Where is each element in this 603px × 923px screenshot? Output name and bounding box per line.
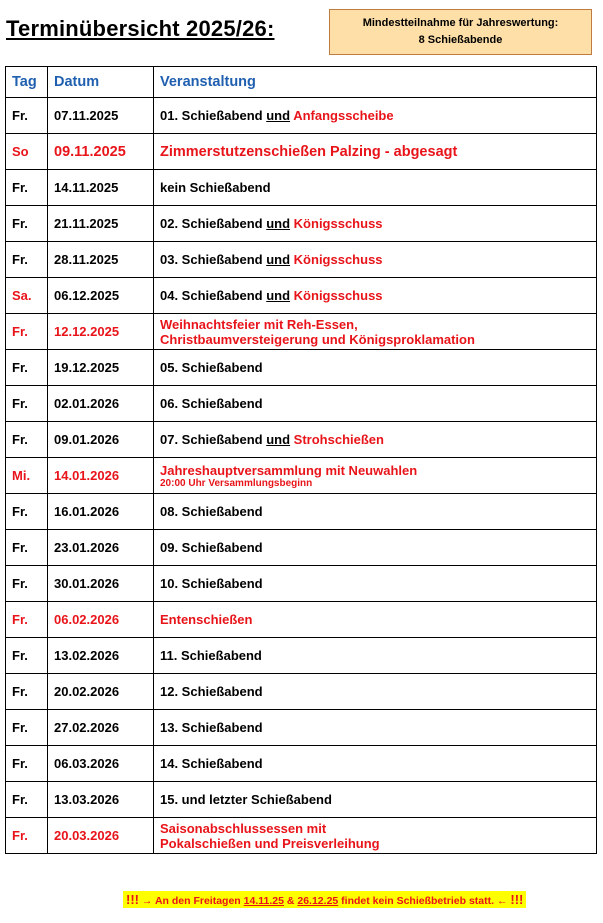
cell-datum: 06.12.2025 bbox=[48, 278, 154, 314]
footer-date-1: 14.11.25 bbox=[243, 895, 284, 907]
table-row bbox=[6, 782, 597, 818]
table-row bbox=[6, 278, 597, 314]
cell-datum: 14.11.2025 bbox=[48, 170, 154, 206]
table-row bbox=[6, 242, 597, 278]
table-row bbox=[6, 98, 597, 134]
event-text: 01. Schießabend bbox=[160, 108, 263, 123]
cell-tag: Fr. bbox=[6, 782, 48, 818]
event-line-2: Christbaumversteigerung und Königsproklamation bbox=[160, 331, 475, 347]
table-row bbox=[6, 314, 597, 350]
cell-event bbox=[154, 206, 597, 242]
event-text: 03. Schießabend bbox=[160, 252, 263, 267]
cell-tag: Fr. bbox=[6, 98, 48, 134]
cell-event: 15. und letzter Schießabend bbox=[154, 782, 597, 818]
cell-tag: Fr. bbox=[6, 818, 48, 854]
cell-event bbox=[154, 242, 597, 278]
table-row bbox=[6, 206, 597, 242]
cell-datum: 28.11.2025 bbox=[48, 242, 154, 278]
exclamation-marks: !!! bbox=[510, 892, 524, 907]
event-highlight: Königsschuss bbox=[293, 288, 383, 303]
cell-datum: 19.12.2025 bbox=[48, 350, 154, 386]
cell-datum: 06.02.2026 bbox=[48, 602, 154, 638]
table-row bbox=[6, 350, 597, 386]
cell-datum: 13.03.2026 bbox=[48, 782, 154, 818]
cell-tag: Fr. bbox=[6, 314, 48, 350]
arrow-right-icon: → bbox=[141, 895, 153, 907]
note-line-1: Mindestteilnahme für Jahreswertung: bbox=[362, 17, 559, 29]
cell-tag: Fr. bbox=[6, 638, 48, 674]
conj-und: und bbox=[266, 432, 291, 447]
cell-event: 14. Schießabend bbox=[154, 746, 597, 782]
cell-event: 06. Schießabend bbox=[154, 386, 597, 422]
cell-event: Entenschießen bbox=[154, 602, 597, 638]
cell-datum: 13.02.2026 bbox=[48, 638, 154, 674]
event-highlight: Anfangsscheibe bbox=[293, 108, 394, 123]
event-highlight: Königsschuss bbox=[293, 216, 383, 231]
cell-datum: 06.03.2026 bbox=[48, 746, 154, 782]
cell-tag: Fr. bbox=[6, 746, 48, 782]
cell-datum: 27.02.2026 bbox=[48, 710, 154, 746]
cell-tag: Fr. bbox=[6, 206, 48, 242]
cell-event bbox=[154, 314, 597, 350]
cell-tag: So bbox=[6, 134, 48, 170]
event-line-2: 20:00 Uhr Versammlungsbeginn bbox=[160, 477, 313, 489]
table-row bbox=[6, 386, 597, 422]
cell-datum: 02.01.2026 bbox=[48, 386, 154, 422]
cell-tag: Fr. bbox=[6, 242, 48, 278]
cell-tag: Sa. bbox=[6, 278, 48, 314]
table-row bbox=[6, 602, 597, 638]
table-header-row bbox=[6, 67, 597, 98]
header-datum: Datum bbox=[48, 67, 154, 98]
conj-und: und bbox=[266, 288, 291, 303]
cell-event: 05. Schießabend bbox=[154, 350, 597, 386]
event-text: 02. Schießabend bbox=[160, 216, 263, 231]
event-highlight: Strohschießen bbox=[293, 432, 384, 447]
cell-tag: Fr. bbox=[6, 350, 48, 386]
cell-tag: Fr. bbox=[6, 674, 48, 710]
cell-datum: 09.01.2026 bbox=[48, 422, 154, 458]
cell-datum: 20.03.2026 bbox=[48, 818, 154, 854]
cell-datum: 09.11.2025 bbox=[48, 134, 154, 170]
cell-datum: 07.11.2025 bbox=[48, 98, 154, 134]
table-row bbox=[6, 422, 597, 458]
exclamation-marks: !!! bbox=[126, 892, 139, 907]
cell-tag: Mi. bbox=[6, 458, 48, 494]
table-row bbox=[6, 638, 597, 674]
table-row bbox=[6, 674, 597, 710]
cell-tag: Fr. bbox=[6, 602, 48, 638]
footer-date-2: 26.12.25 bbox=[297, 895, 339, 907]
cell-event: 11. Schießabend bbox=[154, 638, 597, 674]
cell-tag: Fr. bbox=[6, 710, 48, 746]
cell-event bbox=[154, 278, 597, 314]
cell-datum: 16.01.2026 bbox=[48, 494, 154, 530]
cell-datum: 14.01.2026 bbox=[48, 458, 154, 494]
cell-event: 09. Schießabend bbox=[154, 530, 597, 566]
cell-tag: Fr. bbox=[6, 170, 48, 206]
attendance-note bbox=[329, 9, 592, 55]
table-row bbox=[6, 746, 597, 782]
footer-amp: & bbox=[286, 895, 295, 907]
table-row bbox=[6, 566, 597, 602]
cell-event: 13. Schießabend bbox=[154, 710, 597, 746]
cell-datum: 21.11.2025 bbox=[48, 206, 154, 242]
cell-event: 08. Schießabend bbox=[154, 494, 597, 530]
page-title: Terminübersicht 2025/26: bbox=[6, 16, 275, 41]
table-row bbox=[6, 530, 597, 566]
cell-datum: 30.01.2026 bbox=[48, 566, 154, 602]
table-row bbox=[6, 458, 597, 494]
event-highlight: Königsschuss bbox=[293, 252, 383, 267]
event-line-1: Weihnachtsfeier mit Reh-Essen, bbox=[160, 316, 358, 332]
arrow-left-icon: ← bbox=[496, 895, 508, 907]
event-line-2: Pokalschießen und Preisverleihung bbox=[160, 835, 380, 851]
cell-event bbox=[154, 98, 597, 134]
schedule-table bbox=[5, 66, 597, 854]
event-line-1: Jahreshauptversammlung mit Neuwahlen bbox=[160, 462, 418, 478]
header-veranstaltung: Veranstaltung bbox=[154, 67, 597, 98]
cell-event: kein Schießabend bbox=[154, 170, 597, 206]
cell-event bbox=[154, 422, 597, 458]
cell-event bbox=[154, 458, 597, 494]
cell-datum: 23.01.2026 bbox=[48, 530, 154, 566]
cell-tag: Fr. bbox=[6, 566, 48, 602]
conj-und: und bbox=[266, 252, 291, 267]
event-line-1: Saisonabschlussessen mit bbox=[160, 820, 327, 836]
footer-notice bbox=[123, 891, 526, 908]
table-row bbox=[6, 710, 597, 746]
cell-tag: Fr. bbox=[6, 422, 48, 458]
note-line-2: 8 Schießabende bbox=[418, 34, 503, 46]
cell-event: 12. Schießabend bbox=[154, 674, 597, 710]
conj-und: und bbox=[266, 108, 291, 123]
conj-und: und bbox=[266, 216, 291, 231]
cell-datum: 20.02.2026 bbox=[48, 674, 154, 710]
footer-text-1: An den Freitagen bbox=[154, 895, 241, 907]
table-row bbox=[6, 134, 597, 170]
footer-text-2: findet kein Schießbetrieb statt. bbox=[341, 895, 495, 907]
cell-event: 10. Schießabend bbox=[154, 566, 597, 602]
event-text: 07. Schießabend bbox=[160, 432, 263, 447]
header-tag: Tag bbox=[6, 67, 48, 98]
table-row bbox=[6, 818, 597, 854]
event-text: 04. Schießabend bbox=[160, 288, 263, 303]
table-row bbox=[6, 170, 597, 206]
cell-event bbox=[154, 818, 597, 854]
cell-tag: Fr. bbox=[6, 494, 48, 530]
cell-datum: 12.12.2025 bbox=[48, 314, 154, 350]
table-row bbox=[6, 494, 597, 530]
cell-event: Zimmerstutzenschießen Palzing - abgesagt bbox=[154, 134, 597, 170]
cell-tag: Fr. bbox=[6, 530, 48, 566]
cell-tag: Fr. bbox=[6, 386, 48, 422]
